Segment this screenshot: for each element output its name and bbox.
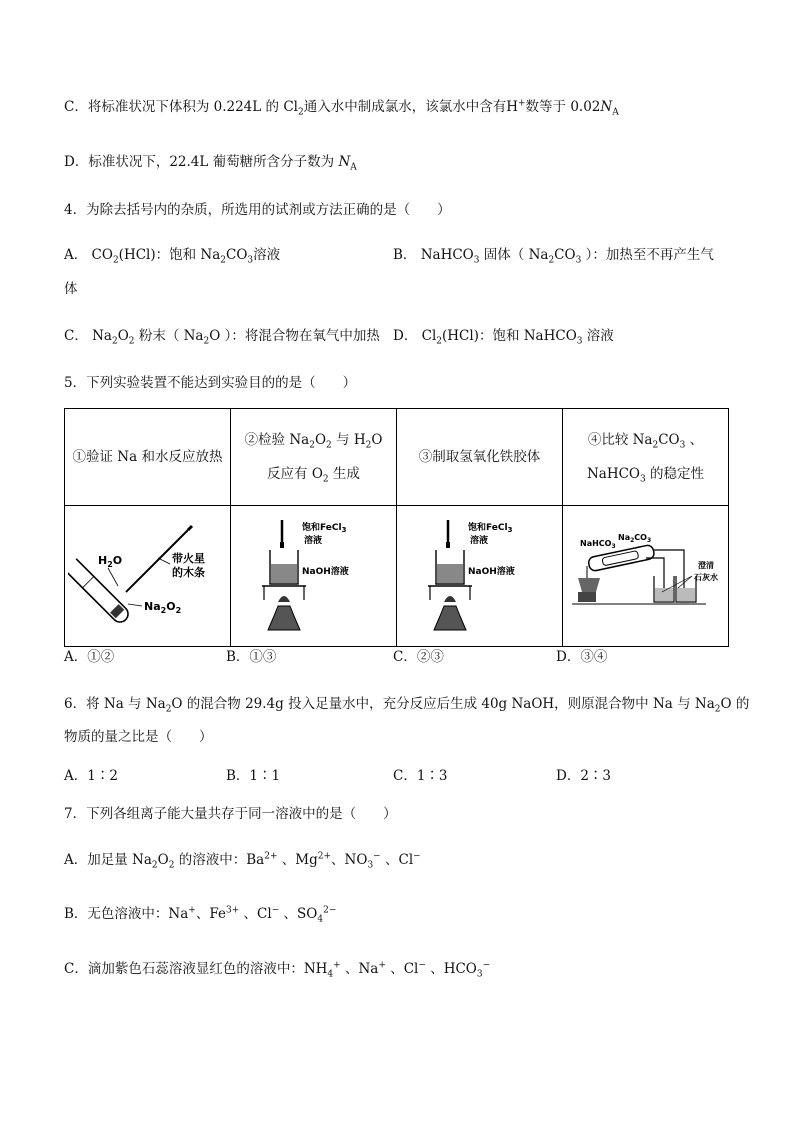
- table-header-4: ④比较 $Na_2CO_3$ 、 NaHCO$_3$ 的稳定性: [563, 409, 729, 506]
- svg-text:溶液: 溶液: [303, 536, 322, 546]
- q4-stem: 4．为除去括号内的杂质，所选用的试剂或方法正确的是（ ）: [64, 202, 451, 218]
- q7-stem: 7．下列各组离子能大量共存于同一溶液中的是（ ）: [64, 806, 397, 822]
- svg-text:NaOH溶液: NaOH溶液: [301, 567, 349, 577]
- q6-option-b: B．1∶1: [226, 768, 281, 784]
- q6-option-c: C．1∶3: [393, 768, 448, 784]
- svg-text:溶液: 溶液: [469, 536, 488, 546]
- figure-2-cell: [231, 506, 397, 647]
- svg-text:饱和FeCl3: 饱和FeCl$_3$: [467, 523, 512, 534]
- q5-option-d: D．③④: [556, 649, 608, 665]
- beaker-heating-figure-3: [400, 506, 560, 642]
- svg-text:澄清: 澄清: [697, 561, 714, 570]
- svg-text:石灰水: 石灰水: [693, 573, 718, 582]
- svg-text:Na2O2: $Na_2O_2$: [143, 600, 181, 615]
- q5-option-c: C．②③: [393, 649, 444, 665]
- table-header-2: ②检验 $Na_2O_2$ 与 $H_2O$ 反应有 $O_2$ 生成: [231, 409, 397, 506]
- q6-option-d: D．2∶3: [556, 768, 612, 784]
- svg-text:NaOH溶液: NaOH溶液: [467, 567, 515, 577]
- q6-option-a: A．1∶2: [64, 768, 118, 784]
- test-tube-figure: [68, 506, 228, 642]
- svg-text:的木条: 的木条: [171, 566, 205, 579]
- beaker-heating-figure-2: [234, 506, 394, 642]
- q3-option-d: D．标准状况下，22.4L 葡萄糖所含分子数为 $N_A$: [64, 154, 357, 173]
- q4-option-b: B． NaHCO$_3$ 固体（ $Na_2CO_3$ ）：加热至不再产生气: [393, 247, 714, 266]
- svg-text:NaHCO3: NaHCO$_3$: [579, 539, 616, 550]
- q3-option-c: C．将标准状况下体积为 0.224L 的 $Cl_2$通入水中制成氯水，该氯水中含有H+数等于 $0.02N_A$: [64, 98, 619, 118]
- table-header-3: ③制取氢氧化铁胶体: [397, 409, 563, 506]
- svg-text:饱和FeCl3: 饱和FeCl$_3$: [301, 523, 346, 534]
- figure-3-cell: [397, 506, 563, 647]
- experiment-table: [64, 408, 729, 647]
- q5-option-a: A．①②: [64, 649, 115, 665]
- stability-apparatus-figure: [566, 506, 726, 642]
- svg-text:带火星: 带火星: [171, 552, 205, 565]
- q4-option-b-wrap: 体: [64, 281, 78, 297]
- table-header-1: ①验证 Na 和水反应放热: [65, 409, 231, 506]
- figure-1-cell: [65, 506, 231, 647]
- svg-text:H2O: $H_2O$: [97, 554, 122, 569]
- svg-text:Na2CO3: $Na_2CO_3$: [617, 533, 651, 544]
- q7-option-b: B．无色溶液中：Na+、$Fe^{3+}$ 、Cl− 、$SO_4^{2-}$: [64, 905, 337, 925]
- q4-option-d: D． $Cl_2(HCl)$：饱和 NaHCO$_3$ 溶液: [393, 328, 614, 347]
- q7-option-a: A．加足量 $Na_2O_2$ 的溶液中：$Ba^{2+}$ 、$Mg^{2+}$、$NO_3^-$ 、Cl−: [64, 851, 421, 871]
- q7-option-c: C．滴加紫色石蕊溶液显红色的溶液中：$NH_4^+$ 、Na+ 、Cl− 、$HCO_3^-$: [64, 960, 491, 980]
- q5-stem: 5．下列实验装置不能达到实验目的的是（ ）: [64, 375, 357, 391]
- q6-stem-line1: 6．将 Na 与 $Na_2O$ 的混合物 29.4g 投入足量水中，充分反应后生成 40g NaOH，则原混合物中 Na 与 $Na_2O$ 的: [64, 696, 750, 715]
- q4-option-a: A． $CO_2(HCl)$：饱和 $Na_2CO_3$溶液: [64, 247, 281, 266]
- q6-stem-line2: 物质的量之比是（ ）: [64, 729, 213, 745]
- q4-option-c: C． $Na_2O_2$ 粉末（ $Na_2O$ ）：将混合物在氧气中加热: [64, 328, 380, 347]
- q5-option-b: B．①③: [226, 649, 277, 665]
- figure-4-cell: [563, 506, 729, 647]
